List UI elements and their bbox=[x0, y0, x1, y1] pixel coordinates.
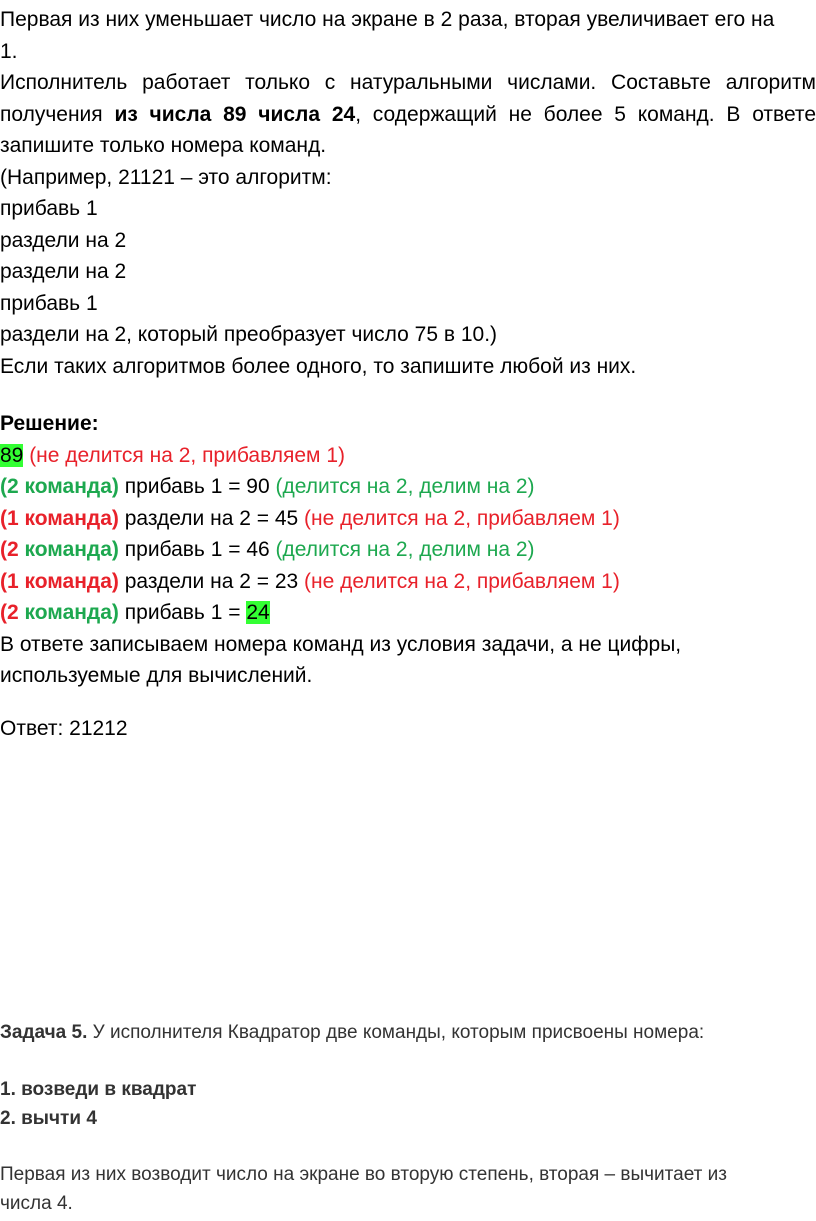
command-note: (не делится на 2, прибавляем 1) bbox=[304, 569, 620, 593]
example-intro: (Например, 21121 – это алгоритм: bbox=[0, 165, 332, 189]
command-note: (делится на 2, делим на 2) bbox=[275, 475, 535, 498]
intro-line: 1. bbox=[0, 39, 18, 63]
command-action: раздели на 2 = 45 bbox=[118, 506, 305, 530]
command-label: (1 команда) bbox=[0, 569, 119, 593]
command-action: прибавь 1 = bbox=[118, 601, 247, 624]
answer-line: Ответ: 21212 bbox=[0, 716, 128, 740]
solution-start bbox=[0, 440, 816, 472]
task5-section bbox=[0, 1018, 816, 1218]
command-label: (1 команда) bbox=[0, 506, 119, 530]
command-action: прибавь 1 = 46 bbox=[118, 538, 276, 561]
command-action: раздели на 2 = 23 bbox=[118, 569, 305, 593]
solution-row bbox=[0, 566, 816, 598]
command-label: команда) bbox=[18, 601, 119, 624]
command-note: (делится на 2, делим на 2) bbox=[275, 538, 535, 561]
solution-row bbox=[0, 534, 816, 566]
explanation-line: используемые для вычислений. bbox=[0, 664, 313, 687]
task5-heading bbox=[0, 1018, 816, 1047]
intro-text: получения bbox=[0, 102, 115, 126]
example-step: прибавь 1 bbox=[0, 291, 98, 315]
command-label: команда) bbox=[18, 538, 119, 561]
solution-heading: Решение: bbox=[0, 412, 99, 435]
task5-command: 1. возведи в квадрат bbox=[0, 1079, 197, 1100]
spacer bbox=[0, 1047, 816, 1075]
intro-line: Первая из них уменьшает число на экране в 2 раза, вторая увеличивает его на bbox=[0, 8, 775, 31]
task5-command: 2. вычти 4 bbox=[0, 1108, 97, 1129]
intro-line bbox=[0, 99, 816, 131]
command-note: (не делится на 2, прибавляем 1) bbox=[304, 506, 620, 530]
example-step: раздели на 2 bbox=[0, 228, 127, 252]
solution-row bbox=[0, 503, 816, 535]
example-step: прибавь 1 bbox=[0, 197, 98, 220]
command-label: (2 bbox=[0, 601, 19, 624]
task5-text: У исполнителя Квадратор две команды, которым присвоены номера: bbox=[87, 1022, 705, 1043]
start-number: 89 bbox=[0, 443, 24, 467]
command-label: (2 bbox=[0, 538, 19, 561]
task5-desc: Первая из них возводит число на экране во вторую степень, вторая – вычитает из bbox=[0, 1164, 727, 1185]
spacer bbox=[0, 382, 816, 408]
spacer bbox=[0, 1133, 816, 1160]
intro-line: Исполнитель работает только с натуральными числами. Составьте алгоритм bbox=[0, 71, 816, 94]
explanation-line: В ответе записываем номера команд из условия задачи, а не цифры, bbox=[0, 632, 682, 656]
bold-condition: из числа 89 числа 24 bbox=[114, 102, 356, 126]
intro-line: Если таких алгоритмов более одного, то запишите любой из них. bbox=[0, 354, 637, 378]
task5-desc: числа 4. bbox=[0, 1193, 73, 1214]
result-number: 24 bbox=[246, 601, 270, 624]
intro-line: запишите только номера команд. bbox=[0, 134, 327, 157]
task5-title: Задача 5. bbox=[0, 1022, 88, 1043]
start-note: (не делится на 2, прибавляем 1) bbox=[23, 443, 345, 467]
intro-text: , содержащий не более 5 команд. В ответе bbox=[355, 102, 816, 126]
spacer bbox=[0, 692, 816, 713]
problem-body bbox=[0, 4, 816, 744]
command-action: прибавь 1 = 90 bbox=[118, 475, 276, 498]
solution-row bbox=[0, 471, 816, 503]
command-label: (2 команда) bbox=[0, 475, 119, 498]
solution-row bbox=[0, 597, 816, 629]
example-step: раздели на 2, который преобразует число 75 в 10.) bbox=[0, 323, 498, 346]
example-step: раздели на 2 bbox=[0, 260, 127, 283]
